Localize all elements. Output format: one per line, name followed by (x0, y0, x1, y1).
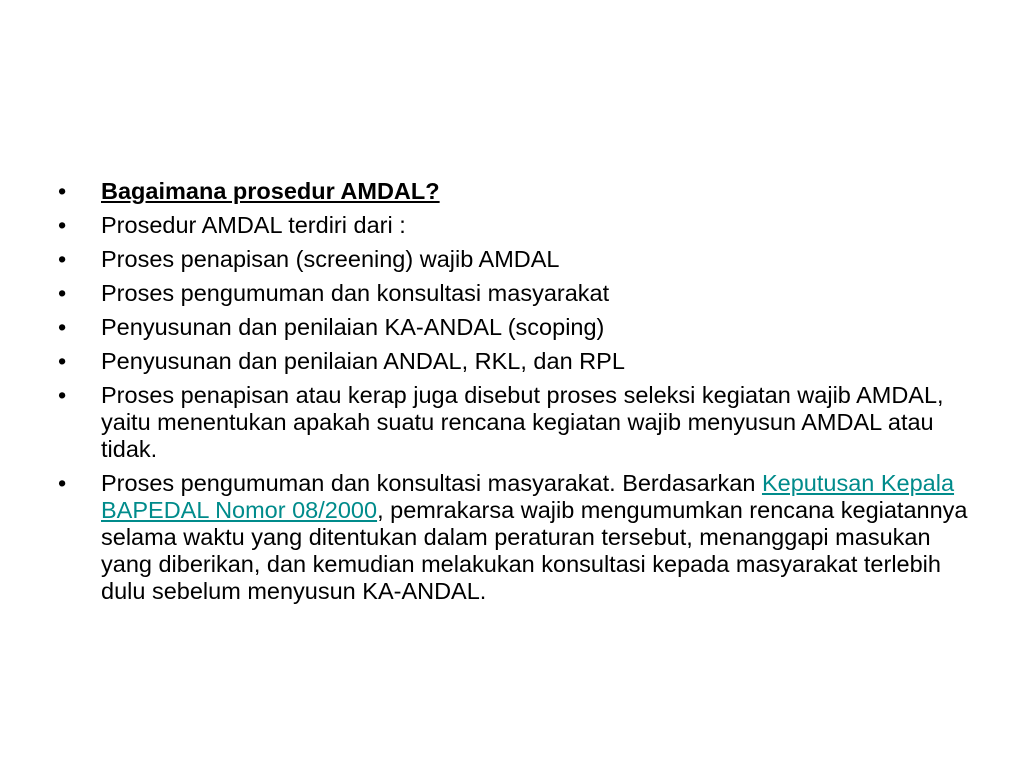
bullet-item-scoping (58, 314, 978, 341)
bullet-icon: • (58, 470, 67, 496)
bullet-list (58, 178, 978, 612)
regulation-link[interactable]: Keputusan Kepala BAPEDAL Nomor 08/2000 (101, 470, 955, 523)
question-heading: Bagaimana prosedur AMDAL? (101, 178, 440, 204)
bullet-icon: • (58, 348, 67, 374)
bullet-text-before: Proses pengumuman dan konsultasi masyarakat. Berdasarkan (101, 470, 762, 496)
bullet-item-question (58, 178, 978, 205)
bullet-text: Penyusunan dan penilaian ANDAL, RKL, dan RPL (101, 348, 625, 374)
bullet-item-screening (58, 246, 978, 273)
bullet-text: Proses pengumuman dan konsultasi masyarakat (101, 280, 610, 306)
bullet-text: Proses penapisan (screening) wajib AMDAL (101, 246, 560, 272)
bullet-icon: • (58, 178, 67, 204)
bullet-item-screening-detail (58, 382, 978, 463)
bullet-icon: • (58, 382, 67, 408)
bullet-icon: • (58, 314, 67, 340)
bullet-text: Prosedur AMDAL terdiri dari : (101, 212, 406, 238)
bullet-icon: • (58, 212, 67, 238)
bullet-text: Proses penapisan atau kerap juga disebut proses seleksi kegiatan wajib AMDAL, yaitu menentukan apakah suatu rencana kegiatan wajib menyusun AMDAL atau tidak. (101, 382, 944, 462)
bullet-text: Penyusunan dan penilaian KA-ANDAL (scoping) (101, 314, 605, 340)
bullet-item-consultation (58, 280, 978, 307)
bullet-icon: • (58, 280, 67, 306)
bullet-item-andal (58, 348, 978, 375)
bullet-text-after: , pemrakarsa wajib mengumumkan rencana kegiatannya selama waktu yang ditentukan dalam peraturan tersebut, menanggapi masukan yang diberikan, dan kemudian melakukan konsultasi kepada masyarakat terlebih dulu sebelum menyusun KA-ANDAL. (101, 497, 968, 604)
bullet-item-consultation-detail (58, 470, 978, 605)
bullet-icon: • (58, 246, 67, 272)
bullet-item-intro (58, 212, 978, 239)
